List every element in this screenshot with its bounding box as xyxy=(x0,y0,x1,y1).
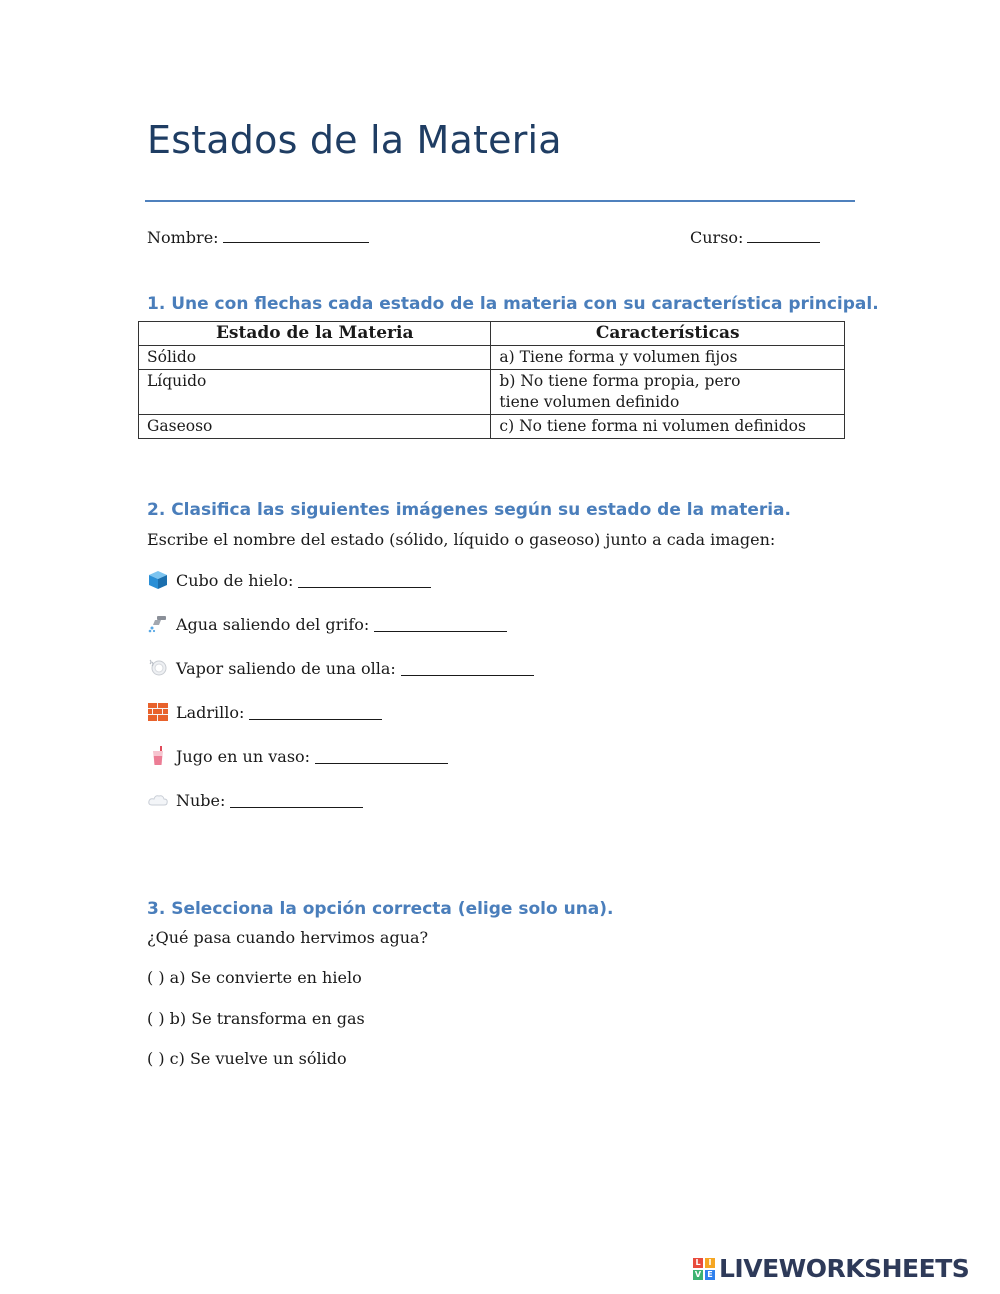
item-label: Ladrillo: xyxy=(176,702,245,722)
ice-cube-icon xyxy=(147,570,169,590)
option-c[interactable]: ( ) c) Se vuelve un sólido xyxy=(147,1049,347,1068)
classify-item xyxy=(147,746,448,766)
item-label: Agua saliendo del grifo: xyxy=(176,614,370,634)
answer-input[interactable] xyxy=(315,748,448,764)
section1-heading: 1. Une con flechas cada estado de la materia con su característica principal. xyxy=(147,294,879,314)
state-cell[interactable]: Gaseoso xyxy=(139,415,491,439)
table-row xyxy=(139,370,845,415)
characteristic-cell[interactable]: b) No tiene forma propia, pero tiene volumen definido xyxy=(491,370,845,415)
brick-icon xyxy=(147,702,169,722)
option-a[interactable]: ( ) a) Se convierte en hielo xyxy=(147,968,362,987)
steam-pot-icon xyxy=(147,658,169,678)
classify-item xyxy=(147,614,507,634)
characteristic-cell[interactable]: c) No tiene forma ni volumen definidos xyxy=(491,415,845,439)
logo-letter-l: L xyxy=(693,1258,703,1268)
matching-table xyxy=(138,321,845,439)
state-cell[interactable]: Líquido xyxy=(139,370,491,415)
answer-input[interactable] xyxy=(230,792,363,808)
page-title: Estados de la Materia xyxy=(147,118,562,162)
section2-heading: 2. Clasifica las siguientes imágenes según su estado de la materia. xyxy=(147,500,791,520)
course-label: Curso: xyxy=(690,228,744,247)
answer-input[interactable] xyxy=(374,616,507,632)
faucet-icon xyxy=(147,614,169,634)
header-characteristics: Características xyxy=(491,322,845,346)
classify-item xyxy=(147,570,431,590)
name-input[interactable] xyxy=(223,228,369,243)
juice-cup-icon xyxy=(147,746,169,766)
liveworksheets-logo-icon xyxy=(693,1258,715,1280)
name-line xyxy=(147,228,369,247)
classify-item xyxy=(147,790,363,810)
characteristic-cell[interactable]: a) Tiene forma y volumen fijos xyxy=(491,346,845,370)
classify-item xyxy=(147,702,382,722)
item-label: Nube: xyxy=(176,790,226,810)
classify-item xyxy=(147,658,534,678)
table-row xyxy=(139,346,845,370)
logo-letter-i: I xyxy=(705,1258,715,1268)
item-label: Jugo en un vaso: xyxy=(176,746,311,766)
header-state: Estado de la Materia xyxy=(139,322,491,346)
section2-instruction: Escribe el nombre del estado (sólido, líquido o gaseoso) junto a cada imagen: xyxy=(147,530,776,549)
item-label: Vapor saliendo de una olla: xyxy=(176,658,396,678)
logo-letter-e: E xyxy=(705,1270,715,1280)
section3-heading: 3. Selecciona la opción correcta (elige solo una). xyxy=(147,899,614,919)
answer-input[interactable] xyxy=(249,704,382,720)
name-label: Nombre: xyxy=(147,228,219,247)
brand-text: LIVEWORKSHEETS xyxy=(719,1254,970,1283)
liveworksheets-brand xyxy=(693,1254,969,1283)
table-header-row xyxy=(139,322,845,346)
cloud-icon xyxy=(147,790,169,810)
logo-letter-v: V xyxy=(694,1269,702,1279)
course-input[interactable] xyxy=(747,228,820,243)
option-b[interactable]: ( ) b) Se transforma en gas xyxy=(147,1009,365,1028)
item-label: Cubo de hielo: xyxy=(176,570,294,590)
title-divider xyxy=(145,200,855,202)
answer-input[interactable] xyxy=(401,660,534,676)
table-row xyxy=(139,415,845,439)
answer-input[interactable] xyxy=(298,572,431,588)
course-line xyxy=(690,228,820,247)
state-cell[interactable]: Sólido xyxy=(139,346,491,370)
question-text: ¿Qué pasa cuando hervimos agua? xyxy=(147,928,429,947)
